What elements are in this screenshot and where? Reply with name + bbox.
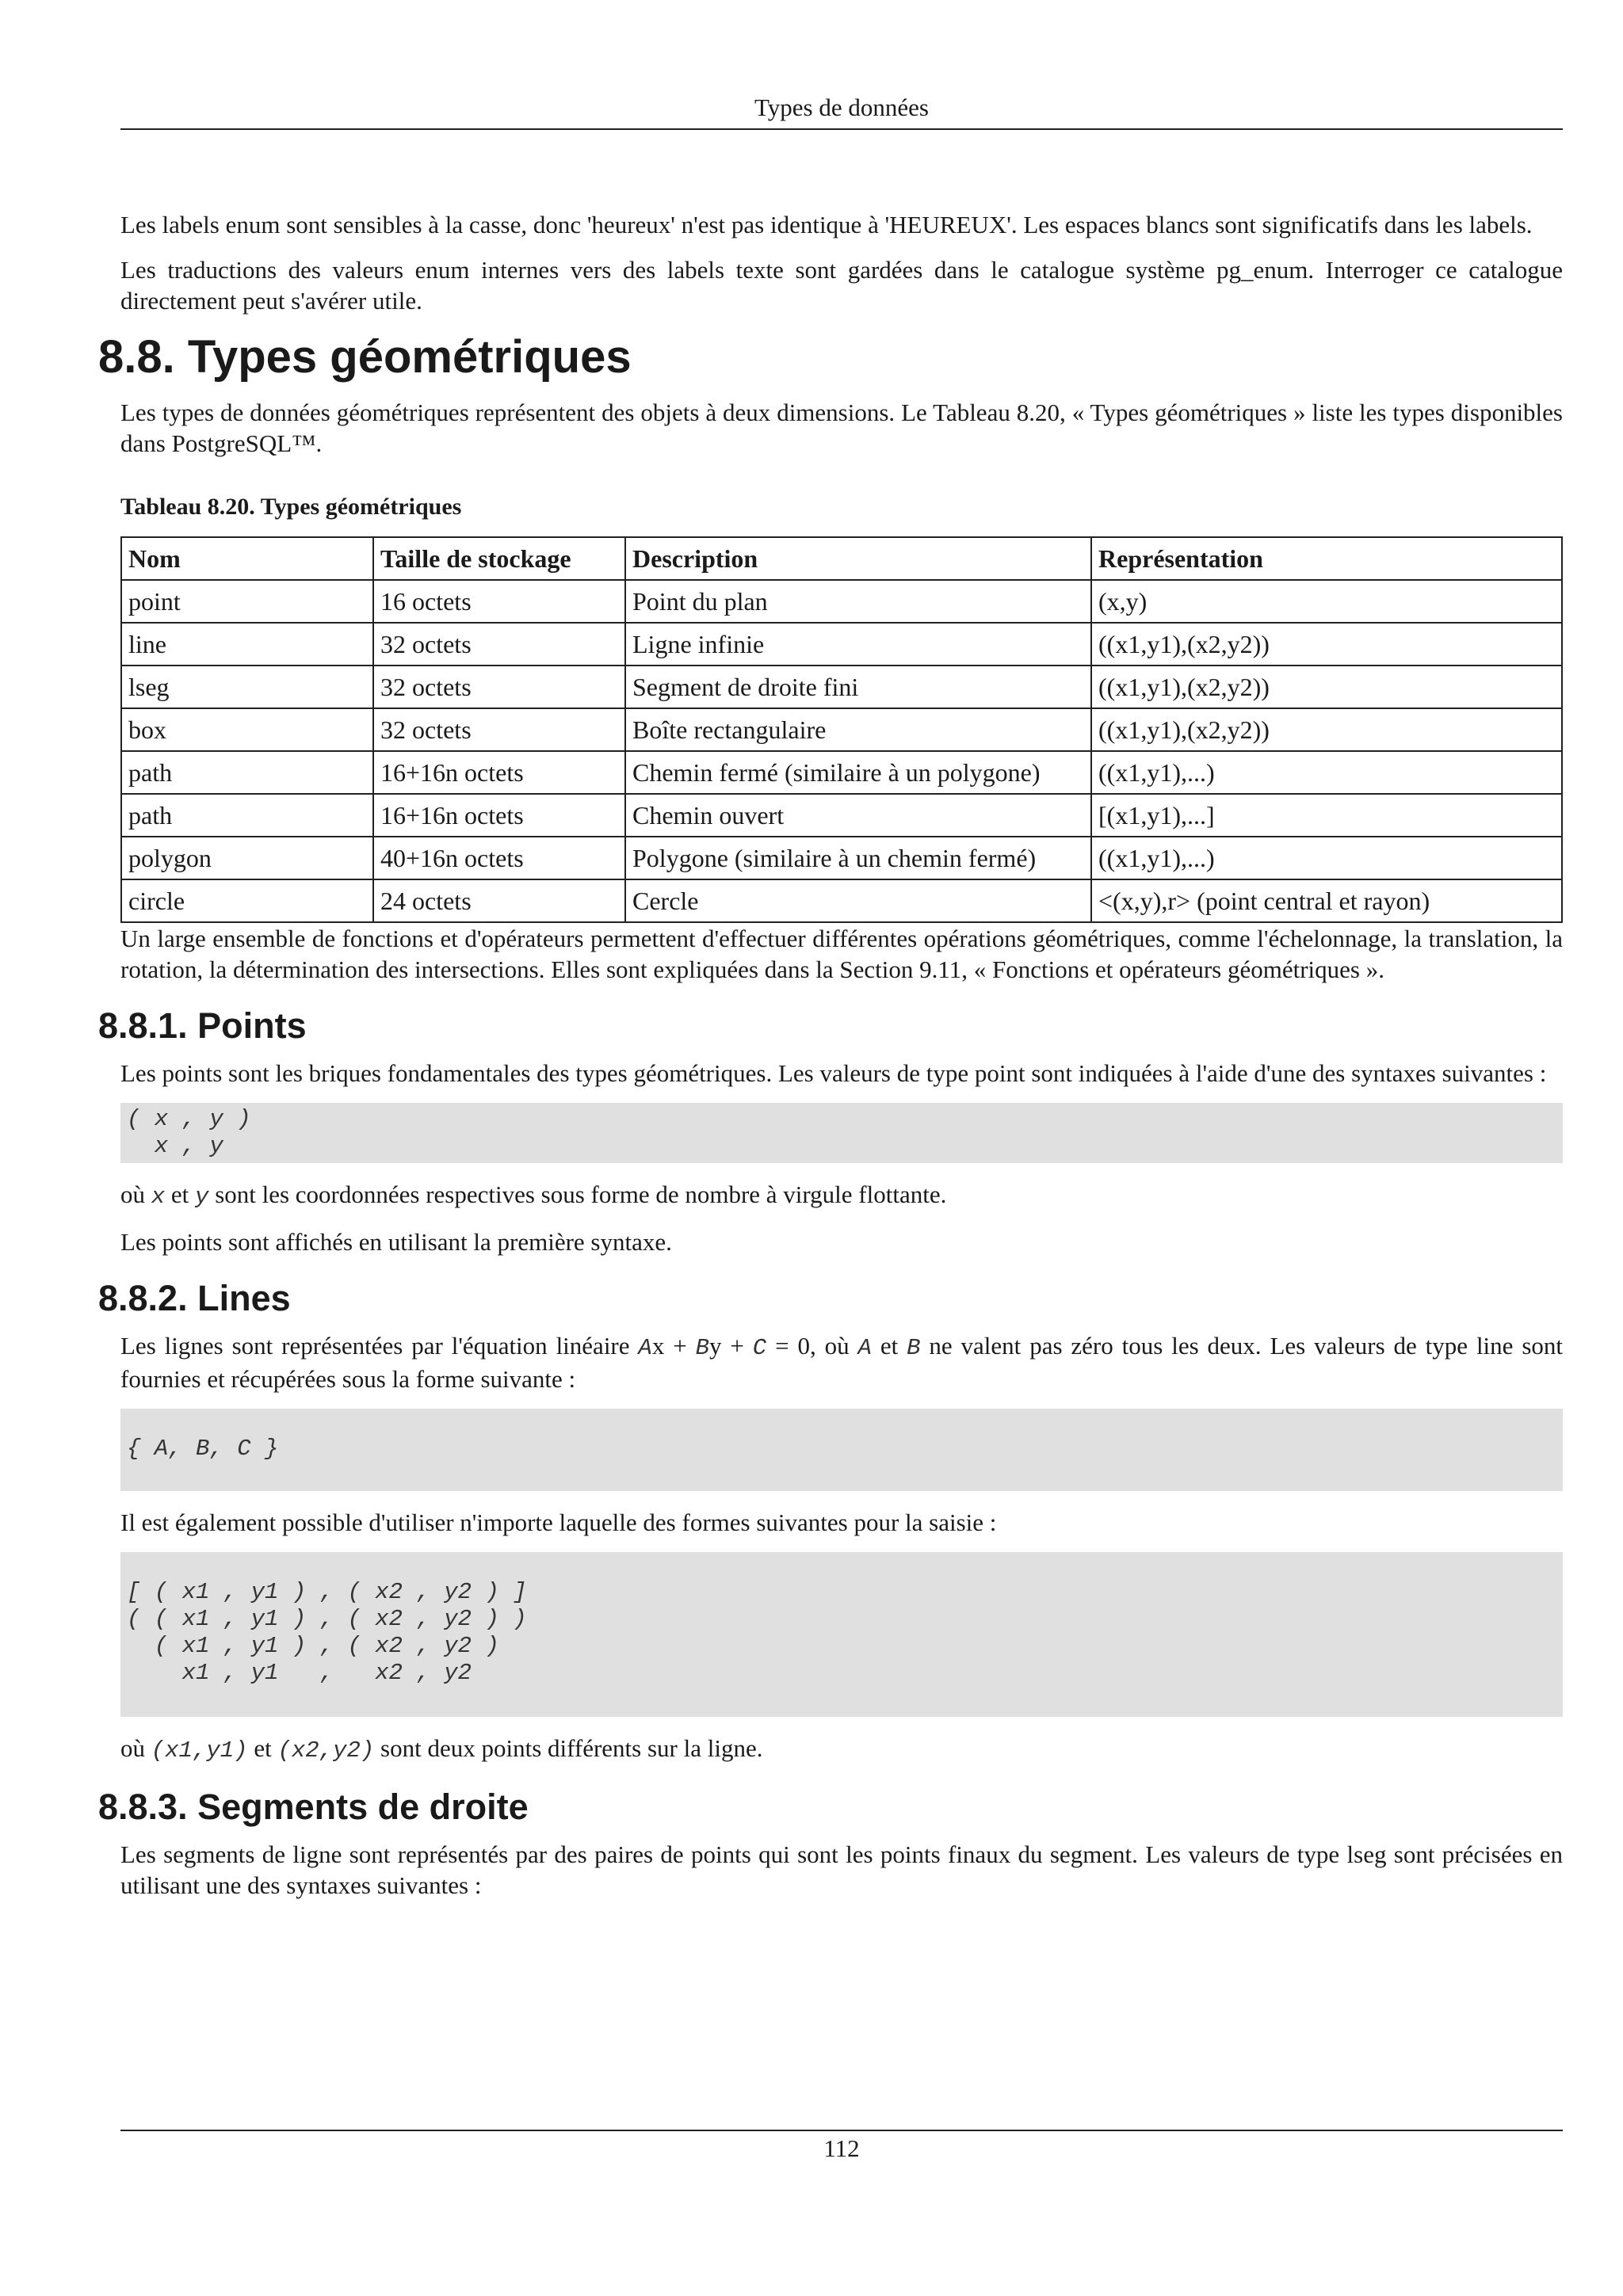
cell-representation: ((x1,y1),(x2,y2)) <box>1091 623 1562 666</box>
paragraph-segments-intro: Les segments de ligne sont représentés par des paires de points qui sont les points finaux du segment. Les valeurs de type lseg sont précisées en utilisant une des syntaxes suivantes : <box>120 1840 1563 1899</box>
cell-name: lseg <box>121 666 373 708</box>
table-row <box>121 794 1562 837</box>
footer-rule <box>120 2130 1563 2131</box>
paragraph-lines-intro <box>120 1330 1563 1394</box>
cell-name: circle <box>121 879 373 922</box>
cell-description: Point du plan <box>625 580 1091 623</box>
page-number: 112 <box>823 2134 860 2162</box>
code-block-line-output: { A, B, C } <box>120 1409 1563 1491</box>
subsection-title-segments: 8.8.3. Segments de droite <box>98 1787 529 1827</box>
cell-description: Chemin fermé (similaire à un polygone) <box>625 751 1091 794</box>
text-fragment: Les lignes sont représentées par l'équation linéaire <box>120 1332 639 1360</box>
code-var-b: B <box>695 1335 709 1361</box>
code-point-2: (x2,y2) <box>277 1737 375 1764</box>
text-fragment: sont deux points différents sur la ligne. <box>374 1734 763 1762</box>
header-cell-representation: Représentation <box>1091 537 1562 580</box>
text-fragment: et <box>247 1734 278 1762</box>
paragraph-lines-input-forms: Il est également possible d'utiliser n'importe laquelle des formes suivantes pour la saisie : <box>120 1508 997 1536</box>
cell-description: Ligne infinie <box>625 623 1091 666</box>
table-row <box>121 708 1562 751</box>
cell-representation: ((x1,y1),...) <box>1091 751 1562 794</box>
table-row <box>121 666 1562 708</box>
cell-storage: 16 octets <box>373 580 625 623</box>
paragraph-geometric-intro: Les types de données géométriques représentent des objets à deux dimensions. Le Tableau 8.20, « Types géométriques » liste les types disponibles dans PostgreSQL™. <box>120 399 1563 457</box>
text-fragment: x + <box>651 1332 696 1360</box>
code-var-c: C <box>752 1335 767 1361</box>
cell-description: Cercle <box>625 879 1091 922</box>
cell-storage: 32 octets <box>373 666 625 708</box>
paragraph-points-display: Les points sont affichés en utilisant la première syntaxe. <box>120 1228 672 1256</box>
code-var-x: x <box>151 1184 166 1210</box>
table-header-row <box>121 537 1562 580</box>
cell-description: Boîte rectangulaire <box>625 708 1091 751</box>
cell-storage: 40+16n octets <box>373 837 625 879</box>
text-fragment: sont les coordonnées respectives sous forme de nombre à virgule flottante. <box>208 1180 947 1208</box>
text-fragment: y + <box>709 1332 753 1360</box>
table-row <box>121 837 1562 879</box>
code-block-line-input: [ ( x1 , y1 ) , ( x2 , y2 ) ] ( ( x1 , y1 ) , ( x2 , y2 ) ) ( x1 , y1 ) , ( x2 , y2 ) x1 , y1 , x2 , y2 <box>120 1552 1563 1717</box>
text-fragment: ne valent pas zéro tous les deux. Les valeurs de type line sont fournies et récupérées sous la forme suivante : <box>120 1332 1564 1393</box>
paragraph-enum-case: Les labels enum sont sensibles à la casse, donc 'heureux' n'est pas identique à 'HEUREUX'. Les espaces blancs sont significatifs dans les labels. <box>120 211 1533 238</box>
geometric-types-table <box>120 536 1563 923</box>
table-row <box>121 879 1562 922</box>
paragraph-enum-catalog: Les traductions des valeurs enum internes vers des labels texte sont gardées dans le catalogue système pg_enum. Interroger ce catalogue directement peut s'avérer utile. <box>120 256 1563 315</box>
cell-representation: ((x1,y1),...) <box>1091 837 1562 879</box>
text-fragment: où <box>120 1180 151 1208</box>
cell-name: polygon <box>121 837 373 879</box>
table-caption: Tableau 8.20. Types géométriques <box>120 494 462 520</box>
cell-storage: 16+16n octets <box>373 794 625 837</box>
paragraph-lines-points <box>120 1733 1563 1766</box>
cell-name: line <box>121 623 373 666</box>
cell-representation: ((x1,y1),(x2,y2)) <box>1091 708 1562 751</box>
cell-storage: 24 octets <box>373 879 625 922</box>
cell-name: path <box>121 751 373 794</box>
header-cell-storage: Taille de stockage <box>373 537 625 580</box>
code-var-y: y <box>195 1184 209 1210</box>
code-var-a: A <box>857 1335 872 1361</box>
code-block-point-syntax: ( x , y ) x , y <box>120 1103 1563 1163</box>
page-content <box>98 209 1564 1915</box>
cell-name: box <box>121 708 373 751</box>
cell-storage: 32 octets <box>373 708 625 751</box>
subsection-title-lines: 8.8.2. Lines <box>98 1278 291 1318</box>
code-var-a: A <box>638 1335 652 1361</box>
cell-description: Polygone (similaire à un chemin fermé) <box>625 837 1091 879</box>
paragraph-geometric-functions: Un large ensemble de fonctions et d'opérateurs permettent d'effectuer différentes opérations géométriques, comme l'échelonnage, la translation, la rotation, la détermination des intersections. Elles sont expliquées dans la Section 9.11, « Fonctions et opérateurs géométriques ». <box>120 925 1563 983</box>
cell-name: path <box>121 794 373 837</box>
paragraph-points-coordinates <box>120 1179 1563 1212</box>
paragraph-points-intro: Les points sont les briques fondamentales des types géométriques. Les valeurs de type point sont indiquées à l'aide d'une des syntaxes suivantes : <box>120 1059 1547 1087</box>
header-cell-name: Nom <box>121 537 373 580</box>
cell-description: Chemin ouvert <box>625 794 1091 837</box>
section-title-geometric-types: 8.8. Types géométriques <box>98 331 632 383</box>
cell-representation: (x,y) <box>1091 580 1562 623</box>
running-header: Types de données <box>120 93 1563 130</box>
text-fragment: = 0, où <box>766 1332 858 1360</box>
cell-name: point <box>121 580 373 623</box>
cell-representation: <(x,y),r> (point central et rayon) <box>1091 879 1562 922</box>
table-row <box>121 751 1562 794</box>
cell-description: Segment de droite fini <box>625 666 1091 708</box>
cell-representation: [(x1,y1),...] <box>1091 794 1562 837</box>
code-var-b: B <box>907 1335 921 1361</box>
table-row <box>121 580 1562 623</box>
cell-storage: 32 octets <box>373 623 625 666</box>
table-row <box>121 623 1562 666</box>
header-cell-description: Description <box>625 537 1091 580</box>
text-fragment: et <box>165 1180 196 1208</box>
subsection-title-points: 8.8.1. Points <box>98 1005 307 1046</box>
cell-storage: 16+16n octets <box>373 751 625 794</box>
text-fragment: et <box>871 1332 907 1360</box>
text-fragment: où <box>120 1734 151 1762</box>
code-point-1: (x1,y1) <box>151 1737 248 1764</box>
cell-representation: ((x1,y1),(x2,y2)) <box>1091 666 1562 708</box>
